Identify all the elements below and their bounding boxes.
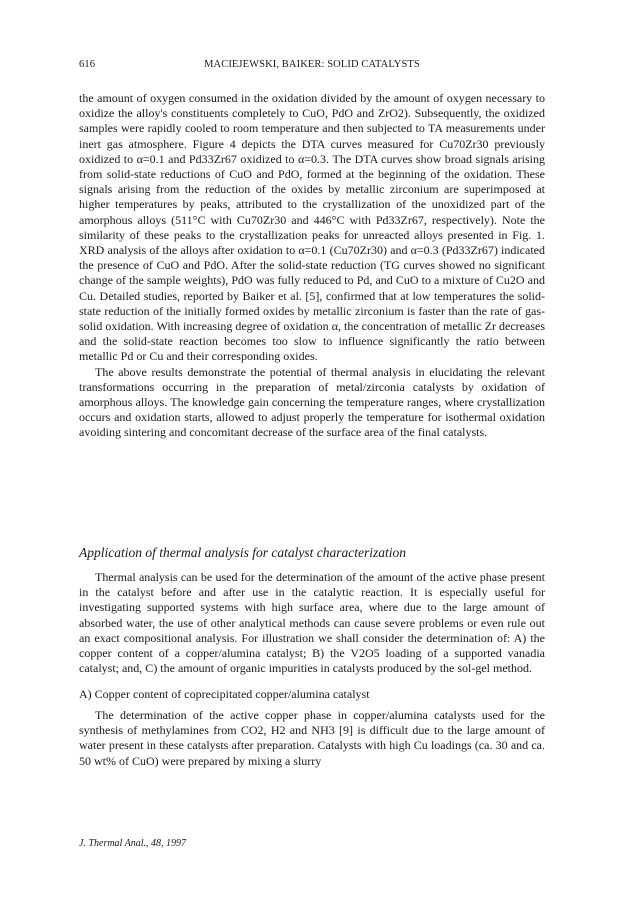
section-body xyxy=(79,570,545,676)
paragraph-2: The above results demonstrate the potential of thermal analysis in elucidating the relevant transformations occurring in the preparation of metal/zirconia catalysts by oxidation of amorphous alloys. The knowledge gain concerning the temperature ranges, where crystallization occurs and oxidation starts, allowed to adjust properly the temperature for isothermal oxidation avoiding sintering and concomitant decrease of the surface area of the final catalysts. xyxy=(79,364,545,440)
paragraph-1: the amount of oxygen consumed in the oxidation divided by the amount of oxygen necessary to oxidize the alloy's constituents completely to CuO, PdO and ZrO2). Subsequently, the oxidized samples were rapidly cooled to room temperature and then subjected to TA measurements under inert gas atmosphere. Figure 4 depicts the DTA curves measured for Cu70Zr30 previously oxidized to α=0.1 and Pd33Zr67 oxidized to α=0.3. The DTA curves show broad signals arising from solid-state reductions of CuO and PdO, formed at the beginning of the oxidation. These signals arising from the reduction of the oxides by metallic zirconium are superimposed at higher temperatures by peaks, attributed to the crystallization of the unoxidized part of the amorphous alloys (511°C with Cu70Zr30 and 446°C with Pd33Zr67, respectively). Note the similarity of these peaks to the crystallization peaks for unreacted alloys presented in Fig. 1. XRD analysis of the alloys after oxidation to α=0.1 (Cu70Zr30) and α=0.3 (Pd33Zr67) indicated the presence of CuO and PdO. After the solid-state reduction (TG curves showed no significant change of the sample weights), PdO was fully reduced to Pd, and CuO to a mixture of Cu2O and Cu. Detailed studies, reported by Baiker et al. [5], confirmed that at low temperatures the solid-state reduction of the initially formed oxides by metallic zirconium is faster than the rate of gas-solid oxidation. With increasing degree of oxidation α, the concentration of metallic Zr decreases and the solid-state reaction becomes too slow to influence significantly the ratio between metallic Pd or Cu and their corresponding oxides. xyxy=(79,91,545,364)
paragraph-3: Thermal analysis can be used for the determination of the amount of the active phase present in the catalyst before and after use in the catalytic reaction. It is especially useful for investigating supported systems with high surface area, where due to the large amount of absorbed water, the use of other analytical methods can cause severe problems or even rule out an exact compositional analysis. For illustration we shall consider the determination of: A) the copper content of a copper/alumina catalyst; B) the V2O5 loading of a supported vanadia catalyst; and, C) the amount of organic impurities in catalysts produced by the sol-gel method. xyxy=(79,570,545,676)
subsection-body xyxy=(79,708,545,769)
running-title: MACIEJEWSKI, BAIKER: SOLID CATALYSTS xyxy=(204,59,420,70)
paragraph-4: The determination of the active copper phase in copper/alumina catalysts used for the synthesis of methylamines from CO2, H2 and NH3 [9] is difficult due to the large amount of water present in these catalysts after preparation. Catalysts with high Cu loadings (ca. 30 and ca. 50 wt% of CuO) were prepared by mixing a slurry xyxy=(79,708,545,768)
journal-footer: J. Thermal Anal., 48, 1997 xyxy=(79,838,187,849)
running-head xyxy=(79,59,545,75)
page-number: 616 xyxy=(79,59,96,70)
subsection-heading: A) Copper content of coprecipitated copper/alumina catalyst xyxy=(79,687,370,701)
body-text xyxy=(79,91,545,441)
section-heading: Application of thermal analysis for catalyst characterization xyxy=(79,545,406,560)
